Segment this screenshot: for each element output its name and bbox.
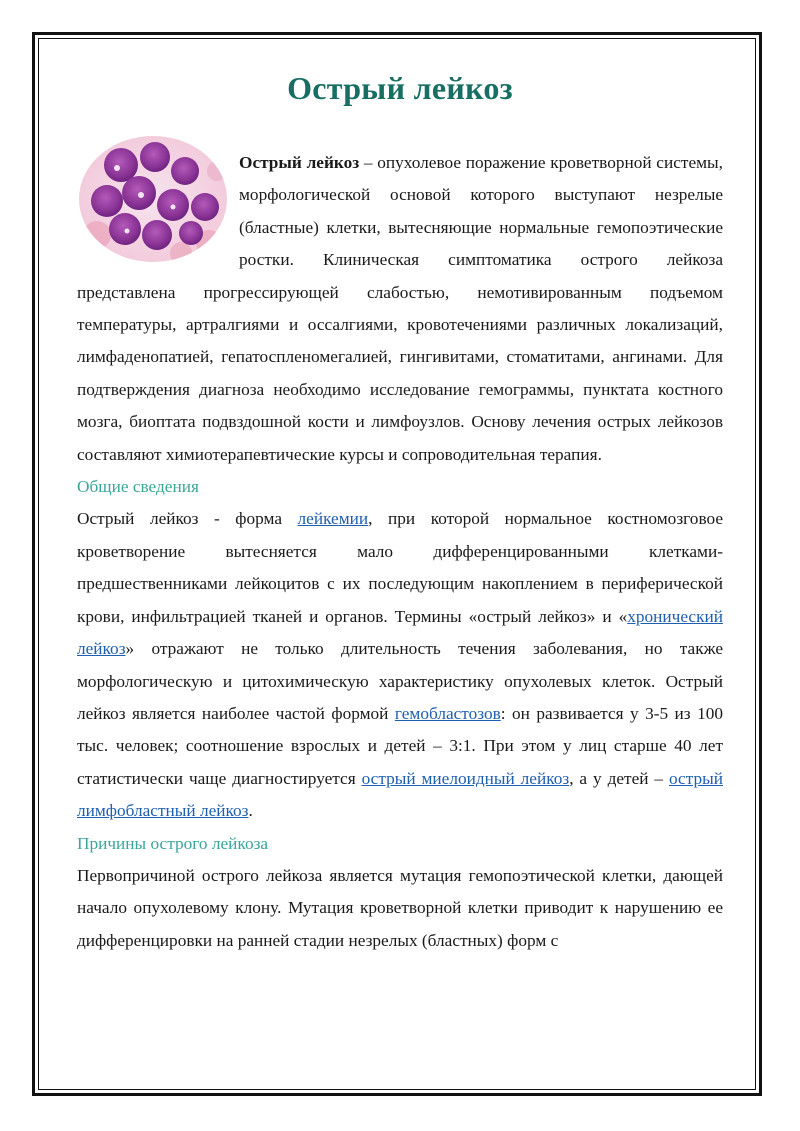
general-text-1: Острый лейкоз - форма (77, 509, 298, 529)
general-text-4: : он развивается у 3-5 из 100 тыс. человек; соотношение взрослых и детей – 3:1. При этом у лиц старше 40 лет статистически чаще диагностируется (77, 703, 723, 788)
document-body (77, 70, 723, 957)
section-heading-general: Общие сведения (77, 477, 199, 497)
causes-paragraph: Первопричиной острого лейкоза является мутация гемопоэтической клетки, дающей начало опухолевому клону. Мутация кроветворной клетки приводит к нарушению ее дифференцировки на ранней стадии незрелых (бластных) форм с (77, 865, 723, 950)
blood-cells-image (77, 135, 229, 263)
link-aml[interactable]: острый миелоидный лейкоз (361, 768, 570, 788)
intro-term: Острый лейкоз (239, 153, 360, 172)
general-paragraph (77, 503, 723, 827)
general-text-3: » отражают не только длительность течения заболевания, но также морфологическую и цитохимическую характеристику опухолевых клеток. Острый лейкоз является наиболее частой формой (77, 639, 723, 723)
section-heading-causes: Причины острого лейкоза (77, 833, 269, 853)
link-leukemia[interactable]: лейкемии (297, 509, 369, 529)
intro-text: – опухолевое поражение кроветворной системы, морфологической основой которого выступают незрелые (бластные) клетки, вытесняющие нормальные гемопоэтические ростки. Клиническая симптоматика острого лейкоза представлена прогрессирующей слабостью, немотивированным подъемом температуры, артралгиями и оссалгиями, кровотечениями различных локализаций, лимфаденопатией, гепатоспленомегалией, гингивитами, стоматитами, ангинами. Для подтверждения диагноза необходимо исследование гемограммы, пунктата костного мозга, биоптата подвздошной кости и лимфоузлов. Основу лечения острых лейкозов составляют химиотерапевтические курсы и сопроводительная терапия. (77, 153, 723, 464)
general-text-6: . (248, 801, 253, 821)
general-text-2: , при которой нормальное костномозговое кроветворение вытесняется мало дифференцированными клетками-предшественниками лейкоцитов с их последующим накоплением в периферической крови, инфильтрацией тканей и органов. Термины «острый лейкоз» и « (77, 509, 724, 626)
intro-block (77, 147, 723, 471)
general-text-5: , а у детей – (569, 768, 669, 788)
link-chronic-leukemia[interactable]: хронический лейкоз (77, 606, 723, 659)
page-title: Острый лейкоз (287, 70, 513, 106)
link-hemoblastoses[interactable]: гемобластозов (394, 703, 501, 723)
link-all[interactable]: острый лимфобластный лейкоз (77, 768, 723, 821)
